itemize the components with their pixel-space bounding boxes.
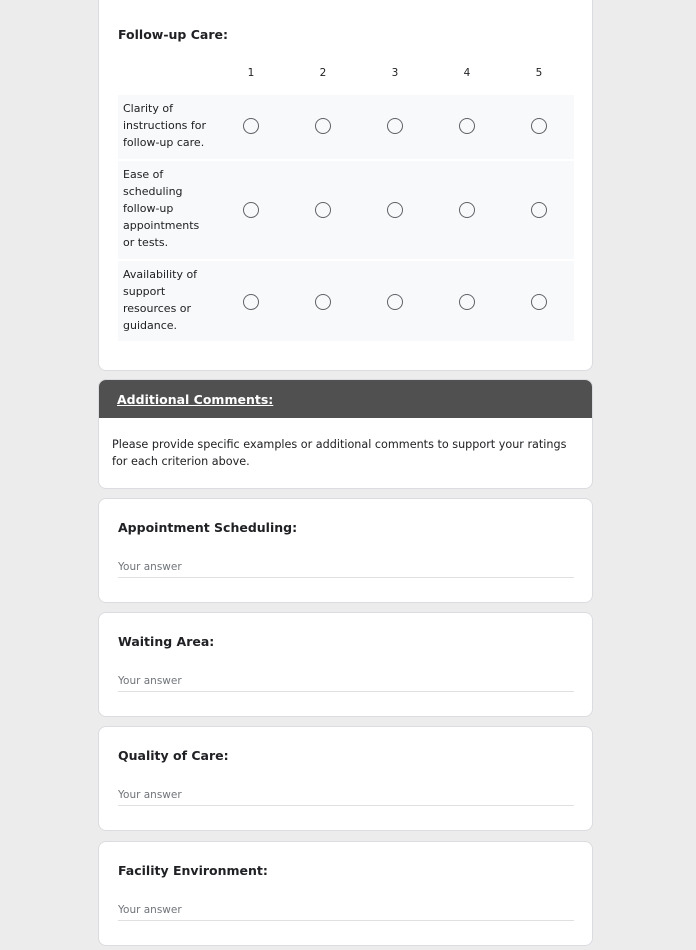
radio-unchecked-icon[interactable] [387, 118, 403, 134]
row-label: Ease of scheduling follow-up appointments or tests. [123, 168, 200, 249]
section-card [98, 379, 593, 489]
answer-input[interactable] [118, 899, 574, 921]
answer-input[interactable] [118, 670, 574, 692]
radio-unchecked-icon[interactable] [315, 202, 331, 218]
radio-unchecked-icon[interactable] [315, 294, 331, 310]
column-header: 5 [535, 67, 543, 79]
question-title: Facility Environment: [118, 863, 268, 878]
radio-unchecked-icon[interactable] [243, 202, 259, 218]
grid-row [118, 161, 574, 259]
text-question-card [98, 498, 593, 603]
grid-row [118, 95, 574, 159]
column-header: 2 [319, 67, 327, 79]
radio-unchecked-icon[interactable] [531, 202, 547, 218]
answer-input[interactable] [118, 556, 574, 578]
radio-unchecked-icon[interactable] [243, 118, 259, 134]
question-title: Quality of Care: [118, 748, 229, 763]
text-question-card [98, 726, 593, 831]
radio-unchecked-icon[interactable] [531, 294, 547, 310]
radio-unchecked-icon[interactable] [459, 294, 475, 310]
section-title: Additional Comments: [117, 392, 274, 407]
radio-unchecked-icon[interactable] [315, 118, 331, 134]
column-header: 4 [463, 67, 471, 79]
text-question-card [98, 612, 593, 717]
radio-unchecked-icon[interactable] [459, 202, 475, 218]
radio-unchecked-icon[interactable] [243, 294, 259, 310]
answer-input[interactable] [118, 784, 574, 806]
radio-unchecked-icon[interactable] [459, 118, 475, 134]
radio-unchecked-icon[interactable] [387, 294, 403, 310]
section-header [99, 380, 592, 418]
radio-unchecked-icon[interactable] [531, 118, 547, 134]
text-question-card [98, 841, 593, 946]
column-header: 1 [247, 67, 255, 79]
grid-row [118, 261, 574, 341]
question-title: Appointment Scheduling: [118, 520, 298, 535]
section-description: Please provide specific examples or additional comments to support your ratings for each criterion above. [112, 438, 567, 468]
column-header: 3 [391, 67, 399, 79]
grid-question-card [98, 0, 593, 371]
question-title: Waiting Area: [118, 634, 215, 649]
question-title: Follow-up Care: [118, 27, 228, 42]
row-label: Clarity of instructions for follow-up care. [123, 102, 207, 149]
row-label: Availability of support resources or guidance. [123, 268, 198, 332]
radio-unchecked-icon[interactable] [387, 202, 403, 218]
